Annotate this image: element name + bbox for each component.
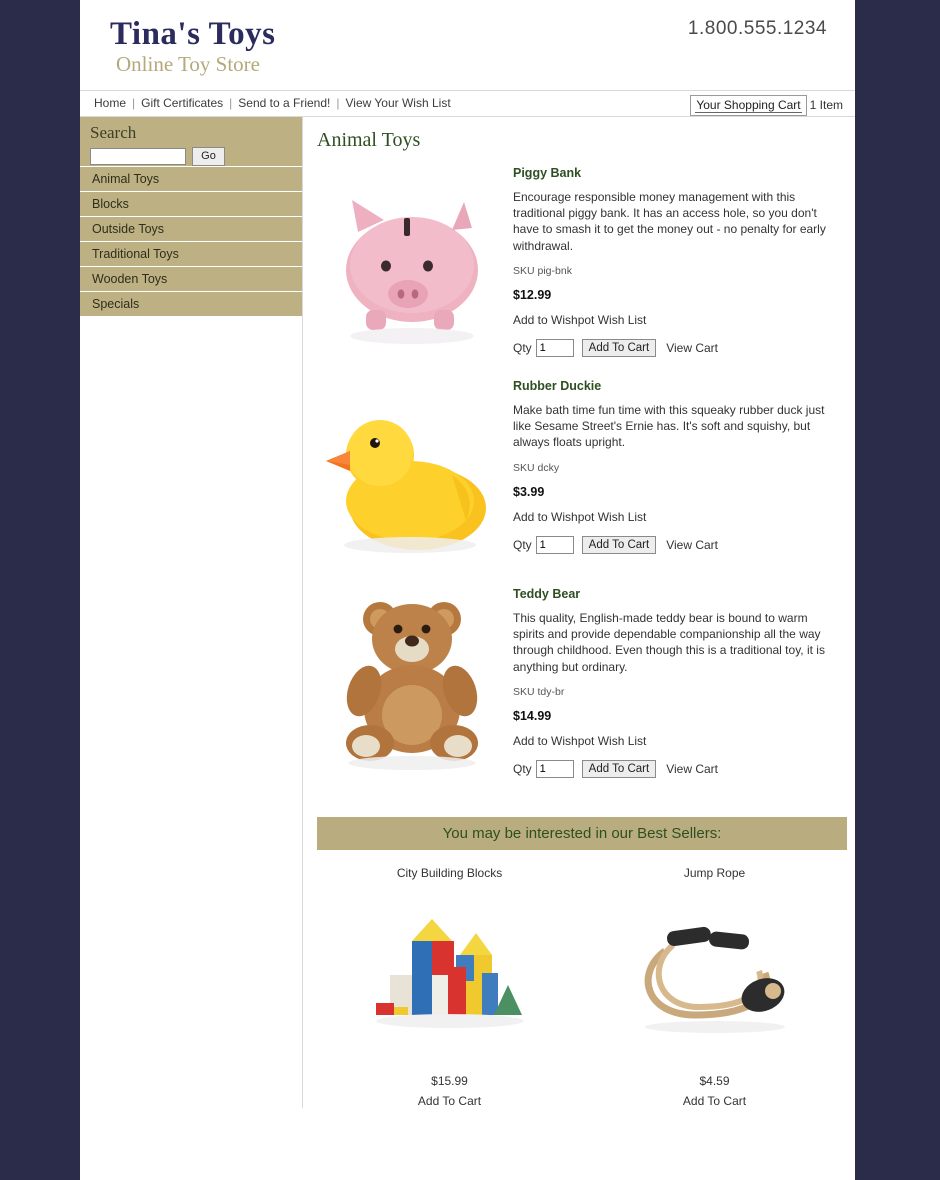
add-to-wishlist-link[interactable]: Add to Wishpot Wish List bbox=[513, 733, 647, 748]
product-description: Encourage responsible money management with this traditional piggy bank. It has an access hole, so you don't have to smash it to get the money out - no penalty for early withdrawal. bbox=[513, 190, 826, 253]
logo-secondary-text: Online Toy Store bbox=[116, 52, 260, 76]
sidebar-item-blocks[interactable]: Blocks bbox=[80, 192, 302, 217]
product-sku: SKU dcky bbox=[513, 461, 560, 474]
view-cart-link[interactable]: View Cart bbox=[666, 761, 718, 776]
best-seller-add-to-cart[interactable]: Add To Cart bbox=[417, 1094, 482, 1108]
site-logo[interactable] bbox=[110, 18, 275, 77]
best-sellers-grid bbox=[317, 866, 847, 1108]
main-navbar bbox=[80, 90, 855, 117]
sidebar-item-wooden-toys[interactable]: Wooden Toys bbox=[80, 267, 302, 292]
nav-item-gift-certificates[interactable]: Gift Certificates bbox=[141, 96, 224, 110]
best-seller-item bbox=[317, 866, 582, 1108]
piggy-bank-illustration bbox=[322, 170, 502, 365]
product-price: $14.99 bbox=[513, 708, 552, 723]
add-to-wishlist-link[interactable]: Add to Wishpot Wish List bbox=[513, 509, 647, 524]
rubber-duck-illustration bbox=[322, 383, 502, 573]
product-image-piggy-bank[interactable] bbox=[317, 166, 507, 365]
nav-links bbox=[90, 96, 455, 110]
sidebar-item-outside-toys[interactable]: Outside Toys bbox=[80, 217, 302, 242]
product-row bbox=[303, 371, 855, 579]
main-content bbox=[302, 117, 855, 1108]
product-description: This quality, English-made teddy bear is bound to warm spirits and provide dependable companionship all the way through childhood. Even though this is a traditional toy, it is anything but ordinary. bbox=[513, 611, 825, 674]
best-seller-item bbox=[582, 866, 847, 1108]
cart-item-count: 1 Item bbox=[809, 98, 843, 112]
nav-separator: | bbox=[229, 96, 233, 110]
product-price: $3.99 bbox=[513, 484, 545, 499]
search-go-button[interactable]: Go bbox=[192, 147, 225, 166]
product-row bbox=[303, 158, 855, 371]
best-seller-image-jump-rope[interactable] bbox=[582, 896, 847, 1056]
site-header bbox=[80, 0, 855, 90]
cart-controls bbox=[513, 339, 837, 357]
add-to-cart-button[interactable]: Add To Cart bbox=[582, 760, 657, 778]
cart-area bbox=[690, 95, 843, 116]
best-seller-image-city-building-blocks[interactable] bbox=[317, 896, 582, 1056]
search-input[interactable] bbox=[90, 148, 186, 165]
nav-item-home[interactable]: Home bbox=[94, 96, 127, 110]
best-seller-price: $4.59 bbox=[699, 1074, 730, 1088]
qty-input[interactable] bbox=[536, 536, 574, 554]
product-info bbox=[507, 379, 837, 573]
add-to-cart-button[interactable]: Add To Cart bbox=[582, 536, 657, 554]
search-title: Search bbox=[90, 123, 137, 142]
product-description: Make bath time fun time with this squeaky rubber duck just like Sesame Street's Ernie has. It's soft and squishy, but always floats upright. bbox=[513, 403, 825, 450]
shopping-cart-link[interactable]: Your Shopping Cart bbox=[690, 95, 806, 116]
nav-separator: | bbox=[132, 96, 136, 110]
view-cart-link[interactable]: View Cart bbox=[666, 340, 718, 355]
best-seller-name[interactable]: City Building Blocks bbox=[396, 866, 503, 880]
search-panel bbox=[80, 117, 302, 167]
logo-primary-text: Tina's Toys bbox=[110, 16, 276, 52]
add-to-wishlist-link[interactable]: Add to Wishpot Wish List bbox=[513, 312, 647, 327]
best-sellers-section bbox=[317, 817, 847, 1108]
phone-number: 1.800.555.1234 bbox=[687, 18, 827, 39]
sidebar bbox=[80, 117, 302, 1108]
sidebar-item-animal-toys[interactable]: Animal Toys bbox=[80, 167, 302, 192]
nav-separator: | bbox=[336, 96, 340, 110]
product-info bbox=[507, 166, 837, 365]
add-to-cart-button[interactable]: Add To Cart bbox=[582, 339, 657, 357]
page-container bbox=[80, 0, 855, 1180]
qty-input[interactable] bbox=[536, 339, 574, 357]
qty-input[interactable] bbox=[536, 760, 574, 778]
jump-rope-illustration bbox=[625, 911, 805, 1041]
product-row bbox=[303, 579, 855, 787]
product-sku: SKU tdy-br bbox=[513, 685, 565, 698]
product-name: Rubber Duckie bbox=[513, 379, 602, 393]
product-name: Teddy Bear bbox=[513, 587, 581, 601]
product-image-teddy-bear[interactable] bbox=[317, 587, 507, 781]
qty-label: Qty bbox=[513, 537, 532, 552]
nav-item-view-your-wish-list[interactable]: View Your Wish List bbox=[345, 96, 451, 110]
product-sku: SKU pig-bnk bbox=[513, 264, 572, 277]
product-name: Piggy Bank bbox=[513, 166, 582, 180]
search-row bbox=[90, 147, 302, 166]
nav-item-send-to-a-friend[interactable]: Send to a Friend! bbox=[238, 96, 331, 110]
best-seller-price: $15.99 bbox=[431, 1074, 468, 1088]
body-wrapper bbox=[80, 117, 855, 1108]
page-title: Animal Toys bbox=[317, 129, 421, 151]
sidebar-item-specials[interactable]: Specials bbox=[80, 292, 302, 317]
best-sellers-heading: You may be interested in our Best Sellers: bbox=[317, 817, 847, 850]
product-price: $12.99 bbox=[513, 287, 552, 302]
product-info bbox=[507, 587, 837, 781]
best-seller-add-to-cart[interactable]: Add To Cart bbox=[682, 1094, 747, 1108]
cart-controls bbox=[513, 536, 837, 554]
qty-label: Qty bbox=[513, 761, 532, 776]
teddy-bear-illustration bbox=[322, 591, 502, 781]
best-seller-name[interactable]: Jump Rope bbox=[683, 866, 746, 880]
cart-controls bbox=[513, 760, 837, 778]
view-cart-link[interactable]: View Cart bbox=[666, 537, 718, 552]
sidebar-item-traditional-toys[interactable]: Traditional Toys bbox=[80, 242, 302, 267]
product-image-rubber-duckie[interactable] bbox=[317, 379, 507, 573]
building-blocks-illustration bbox=[360, 911, 540, 1041]
qty-label: Qty bbox=[513, 340, 532, 355]
